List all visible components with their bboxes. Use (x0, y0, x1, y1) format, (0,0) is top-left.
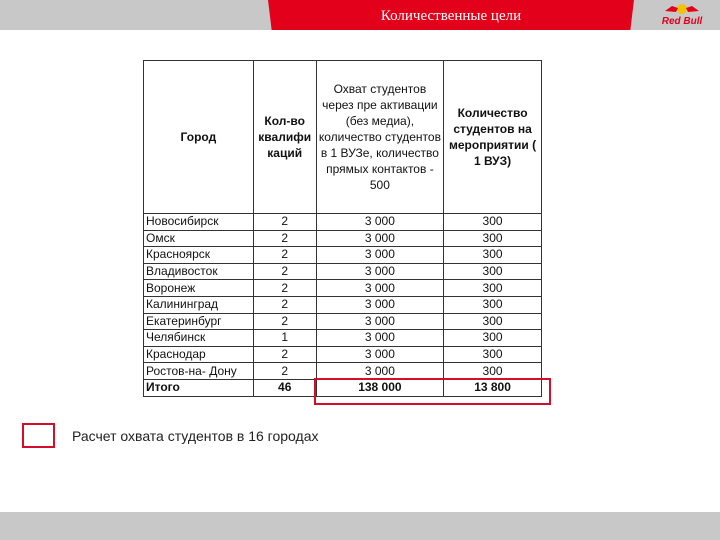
header-city: Город (144, 61, 254, 214)
city-cell: Ростов-на- Дону (144, 363, 254, 380)
bottom-bar (0, 512, 720, 540)
value-cell: 2 (253, 296, 316, 313)
header-event-students: Количество студентов на мероприятии ( 1 ВУЗ) (444, 61, 542, 214)
city-cell: Омск (144, 230, 254, 247)
legend-text: Расчет охвата студентов в 16 городах (72, 428, 319, 444)
total-label: Итого (144, 379, 254, 396)
city-cell: Новосибирск (144, 214, 254, 231)
table-row (144, 296, 542, 313)
value-cell: 3 000 (316, 214, 443, 231)
value-cell: 300 (444, 263, 542, 280)
city-cell: Челябинск (144, 330, 254, 347)
value-cell: 2 (253, 280, 316, 297)
red-bull-logo-icon (664, 2, 700, 16)
city-cell: Владивосток (144, 263, 254, 280)
value-cell: 1 (253, 330, 316, 347)
value-cell: 3 000 (316, 296, 443, 313)
header-reach: Охват студентов через пре активации (без медиа), количество студентов в 1 ВУЗе, количество прямых контактов - 500 (316, 61, 443, 214)
city-cell: Красноярск (144, 247, 254, 264)
table-row (144, 280, 542, 297)
slide-title: Количественные цели (380, 8, 522, 24)
value-cell: 3 000 (316, 280, 443, 297)
city-cell: Калининград (144, 296, 254, 313)
value-cell: 300 (444, 280, 542, 297)
value-cell: 2 (253, 363, 316, 380)
value-cell: 300 (444, 330, 542, 347)
value-cell: 3 000 (316, 313, 443, 330)
header-qualifications: Кол-во квалифи каций (253, 61, 316, 214)
totals-highlight (314, 378, 551, 405)
table-row (144, 214, 542, 231)
value-cell: 3 000 (316, 263, 443, 280)
brand-logo (650, 2, 714, 28)
total-qualifications: 46 (253, 379, 316, 396)
city-cell: Екатеринбург (144, 313, 254, 330)
value-cell: 2 (253, 263, 316, 280)
city-cell: Воронеж (144, 280, 254, 297)
table-row (144, 263, 542, 280)
value-cell: 2 (253, 346, 316, 363)
table-row (144, 313, 542, 330)
total-event-students: 13 800 (444, 379, 542, 396)
value-cell: 2 (253, 214, 316, 231)
cities-table (143, 60, 542, 397)
table-row (144, 230, 542, 247)
header-row (144, 61, 542, 214)
value-cell: 300 (444, 313, 542, 330)
value-cell: 3 000 (316, 230, 443, 247)
value-cell: 300 (444, 346, 542, 363)
value-cell: 300 (444, 214, 542, 231)
value-cell: 3 000 (316, 363, 443, 380)
value-cell: 300 (444, 363, 542, 380)
value-cell: 2 (253, 230, 316, 247)
value-cell: 3 000 (316, 330, 443, 347)
value-cell: 300 (444, 247, 542, 264)
value-cell: 2 (253, 247, 316, 264)
value-cell: 300 (444, 296, 542, 313)
value-cell: 3 000 (316, 247, 443, 264)
value-cell: 300 (444, 230, 542, 247)
city-cell: Краснодар (144, 346, 254, 363)
legend-marker (22, 423, 55, 448)
table-row (144, 363, 542, 380)
value-cell: 3 000 (316, 346, 443, 363)
table-row (144, 330, 542, 347)
top-bar (0, 0, 720, 30)
value-cell: 2 (253, 313, 316, 330)
total-reach: 138 000 (316, 379, 443, 396)
logo-wordmark: Red Bull (661, 16, 703, 27)
table-row (144, 346, 542, 363)
table-row (144, 247, 542, 264)
